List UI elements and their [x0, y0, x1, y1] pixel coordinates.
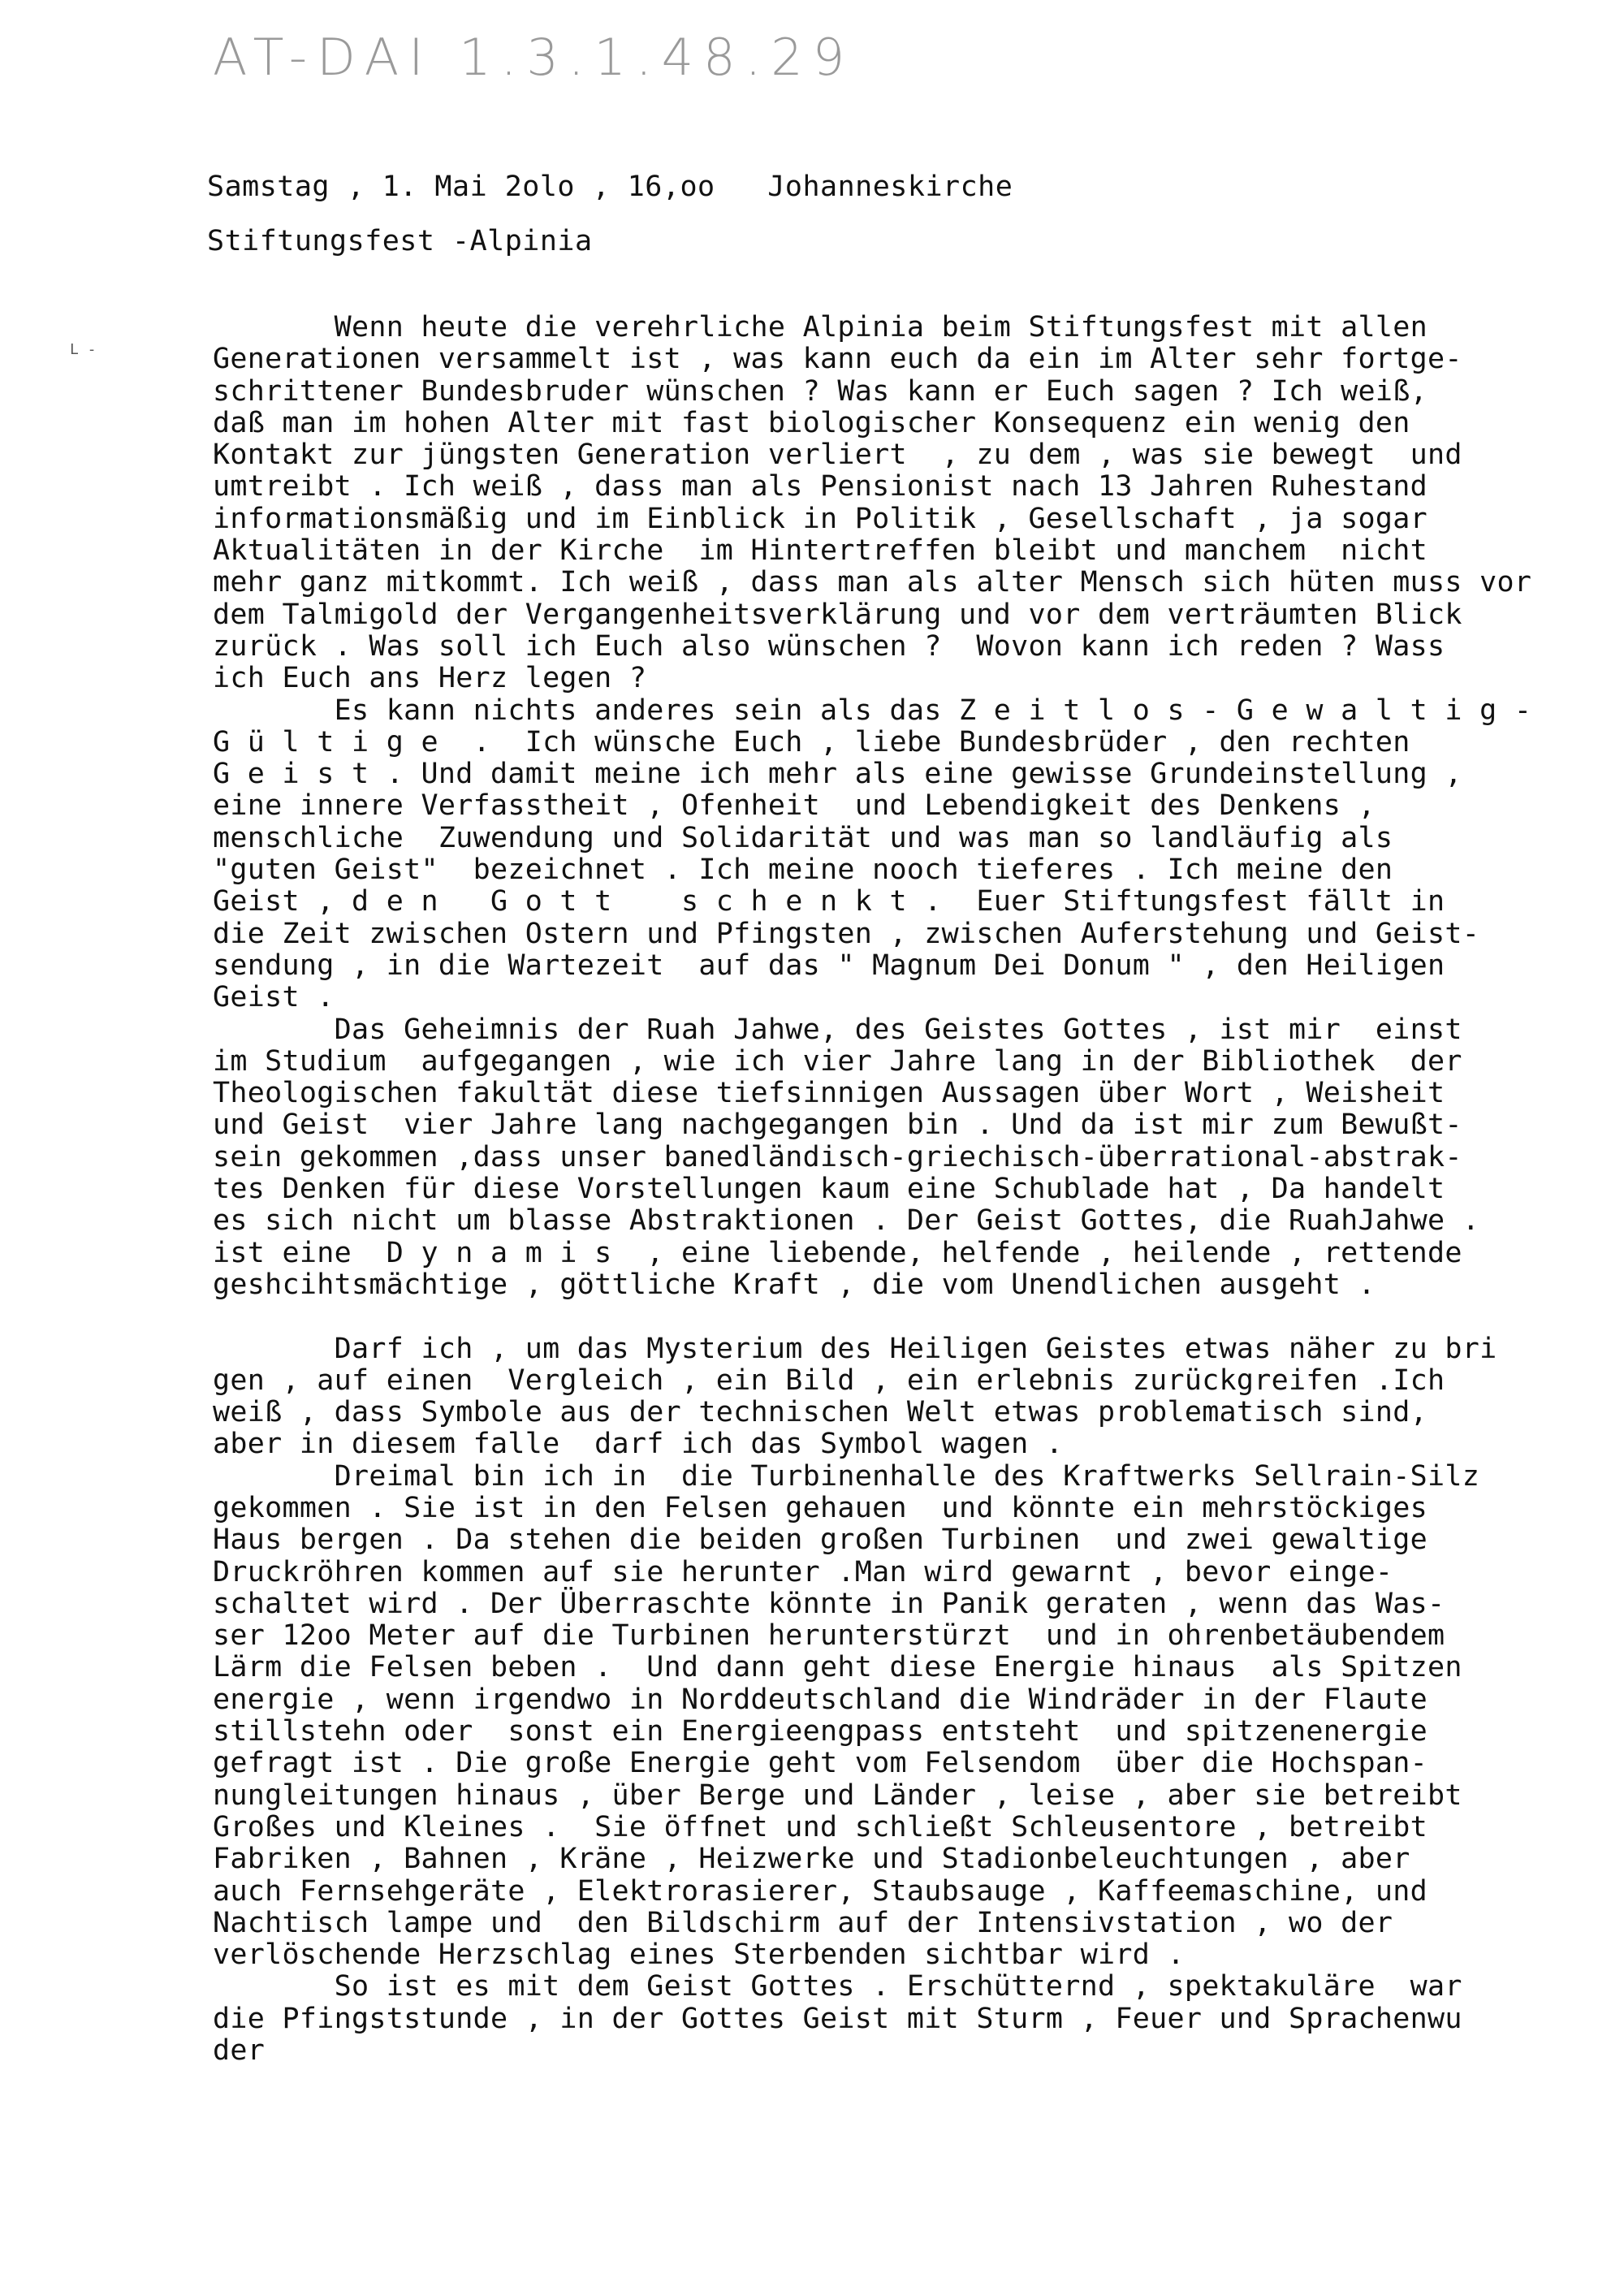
- body-line: auch Fernsehgeräte , Elektrorasierer, Staubsauge , Kaffeemaschine, und: [213, 1874, 1428, 1908]
- body-line: ich Euch ans Herz legen ?: [213, 662, 647, 695]
- body-line: ist eine D y n a m i s , eine liebende, helfende , heilende , rettende: [213, 1236, 1462, 1269]
- body-line: Nachtisch lampe und den Bildschirm auf der Intensivstation , wo der: [213, 1906, 1393, 1939]
- body-line: Geist .: [213, 981, 335, 1014]
- body-line: dem Talmigold der Vergangenheitsverklärung und vor dem verträumten Blick: [213, 598, 1462, 631]
- body-line: nungleitungen hinaus , über Berge und Länder , leise , aber sie betreibt: [213, 1779, 1462, 1812]
- body-line: Generationen versammelt ist , was kann euch da ein im Alter sehr fortge-: [213, 343, 1462, 376]
- body-line: Darf ich , um das Mysterium des Heiligen Geistes etwas näher zu bri: [213, 1332, 1497, 1365]
- body-line: Geist , d e n G o t t s c h e n k t . Euer Stiftungsfest fällt in: [213, 885, 1445, 918]
- body-line: Lärm die Felsen beben . Und dann geht diese Energie hinaus als Spitzen: [213, 1651, 1462, 1684]
- body-line: ser 12oo Meter auf die Turbinen herunterstürzt und in ohrenbetäubendem: [213, 1619, 1445, 1653]
- body-line: Aktualitäten in der Kirche im Hintertreffen bleibt und manchem nicht: [213, 534, 1428, 568]
- body-line: sendung , in die Wartezeit auf das " Magnum Dei Donum " , den Heiligen: [213, 949, 1445, 982]
- body-line: es sich nicht um blasse Abstraktionen . Der Geist Gottes, die RuahJahwe .: [213, 1204, 1480, 1238]
- body-line: gekommen . Sie ist in den Felsen gehauen und könnte ein mehrstöckiges: [213, 1491, 1428, 1524]
- body-line: zurück . Was soll ich Euch also wünschen ? Wovon kann ich reden ? Wass: [213, 629, 1445, 663]
- body-line: stillstehn oder sonst ein Energieengpass entsteht und spitzenenergie: [213, 1715, 1428, 1748]
- body-line: So ist es mit dem Geist Gottes . Erschütternd , spektakuläre war: [213, 1970, 1462, 2003]
- body-line: umtreibt . Ich weiß , dass man als Pensionist nach 13 Jahren Ruhestand: [213, 470, 1428, 504]
- body-line: die Pfingststunde , in der Gottes Geist mit Sturm , Feuer und Sprachenwu: [213, 2002, 1462, 2035]
- body-line: weiß , dass Symbole aus der technischen Welt etwas problematisch sind,: [213, 1396, 1428, 1429]
- body-line: Theologischen fakultät diese tiefsinnigen Aussagen über Wort , Weisheit: [213, 1077, 1445, 1110]
- margin-note: L -: [70, 341, 97, 358]
- body-line: Das Geheimnis der Ruah Jahwe, des Geistes Gottes , ist mir einst: [213, 1013, 1462, 1046]
- body-line: Druckröhren kommen auf sie herunter .Man wird gewarnt , bevor einge-: [213, 1555, 1393, 1588]
- body-line: [213, 1301, 1609, 1333]
- body-line: Kontakt zur jüngsten Generation verliert , zu dem , was sie bewegt und: [213, 439, 1462, 472]
- body-line: schrittener Bundesbruder wünschen ? Was kann er Euch sagen ? Ich weiß,: [213, 374, 1428, 408]
- body-line: gefragt ist . Die große Energie geht vom Felsendom über die Hochspan-: [213, 1747, 1428, 1780]
- body-line: geshcihtsmächtige , göttliche Kraft , die vom Unendlichen ausgeht .: [213, 1268, 1376, 1301]
- letter-body: [213, 312, 1609, 2067]
- body-line: im Studium aufgegangen , wie ich vier Jahre lang in der Bibliothek der: [213, 1044, 1462, 1078]
- body-line: Haus bergen . Da stehen die beiden großen Turbinen und zwei gewaltige: [213, 1524, 1428, 1557]
- body-line: die Zeit zwischen Ostern und Pfingsten , zwischen Auferstehung und Geist-: [213, 917, 1480, 950]
- body-line: informationsmäßig und im Einblick in Politik , Gesellschaft , ja sogar: [213, 502, 1428, 535]
- body-line: energie , wenn irgendwo in Norddeutschland die Windräder in der Flaute: [213, 1683, 1428, 1716]
- body-line: schaltet wird . Der Überraschte könnte in Panik geraten , wenn das Was-: [213, 1587, 1445, 1620]
- archive-signature: AT-DAI 1.3.1.48.29: [213, 28, 855, 87]
- header-occasion: Stiftungsfest -Alpinia: [207, 225, 593, 257]
- body-line: tes Denken für diese Vorstellungen kaum eine Schublade hat , Da handelt: [213, 1173, 1445, 1206]
- body-line: der: [213, 2034, 266, 2068]
- body-line: "guten Geist" bezeichnet . Ich meine nooch tieferes . Ich meine den: [213, 854, 1393, 887]
- body-line: Fabriken , Bahnen , Kräne , Heizwerke und Stadionbeleuchtungen , aber: [213, 1843, 1410, 1876]
- body-line: Dreimal bin ich in die Turbinenhalle des Kraftwerks Sellrain-Silz: [213, 1459, 1480, 1493]
- body-line: und Geist vier Jahre lang nachgegangen bin . Und da ist mir zum Bewußt-: [213, 1109, 1462, 1142]
- body-line: eine innere Verfasstheit , Ofenheit und Lebendigkeit des Denkens ,: [213, 789, 1376, 823]
- body-line: sein gekommen ,dass unser banedländisch-griechisch-überrational-abstrak-: [213, 1140, 1462, 1173]
- header-date-line: Samstag , 1. Mai 2olo , 16,oo Johanneskirche: [207, 171, 1013, 203]
- body-line: Großes und Kleines . Sie öffnet und schließt Schleusentore , betreibt: [213, 1810, 1428, 1843]
- body-line: Es kann nichts anderes sein als das Z e i t l o s - G e w a l t i g -: [213, 694, 1532, 727]
- body-line: G ü l t i g e . Ich wünsche Euch , liebe Bundesbrüder , den rechten: [213, 725, 1410, 759]
- body-line: verlöschende Herzschlag eines Sterbenden sichtbar wird .: [213, 1938, 1185, 1972]
- body-line: G e i s t . Und damit meine ich mehr als eine gewisse Grundeinstellung ,: [213, 758, 1462, 791]
- body-line: menschliche Zuwendung und Solidarität und was man so landläufig als: [213, 821, 1393, 854]
- body-line: daß man im hohen Alter mit fast biologischer Konsequenz ein wenig den: [213, 406, 1410, 439]
- body-line: aber in diesem falle darf ich das Symbol wagen .: [213, 1428, 1064, 1461]
- body-line: gen , auf einen Vergleich , ein Bild , ein erlebnis zurückgreifen .Ich: [213, 1364, 1445, 1397]
- body-line: mehr ganz mitkommt. Ich weiß , dass man als alter Mensch sich hüten muss vor: [213, 566, 1532, 599]
- body-line: Wenn heute die verehrliche Alpinia beim Stiftungsfest mit allen: [213, 311, 1428, 344]
